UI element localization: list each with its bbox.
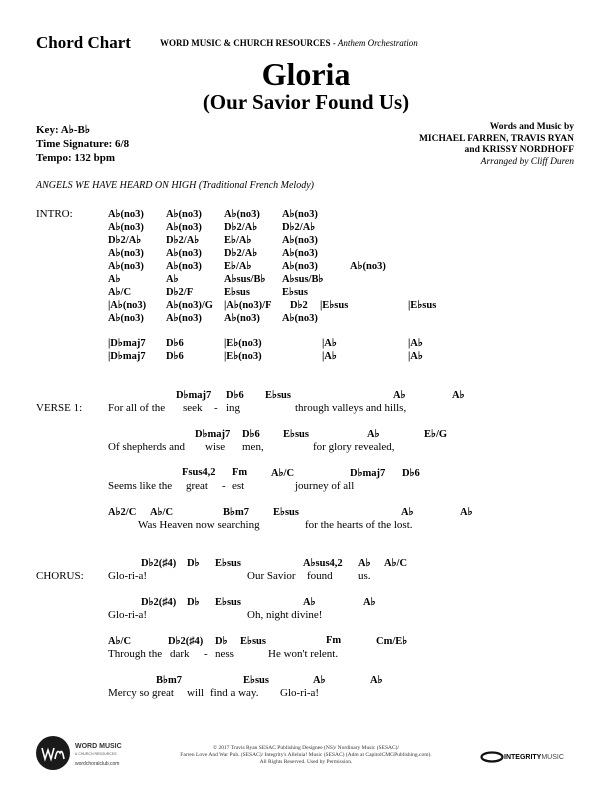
tempo-label: Tempo: 132 bpm <box>36 152 116 164</box>
chord-symbol: D♭ <box>187 558 200 569</box>
intro-chord: A♭(no3) <box>282 248 318 259</box>
chord-symbol: A♭ <box>460 507 473 518</box>
word-music-sub: & CHURCH RESOURCES <box>75 752 117 756</box>
intro-chord: A♭(no3)/G <box>166 300 213 311</box>
lyric-text: for the hearts of the lost. <box>305 519 413 531</box>
chord-symbol: A♭/C <box>108 636 132 647</box>
intro-chord: A♭(no3) <box>282 235 318 246</box>
lyric-text: for glory revealed, <box>313 441 395 453</box>
lyric-text: - <box>204 648 208 660</box>
intro-chord: |A♭(no3)/F <box>224 300 272 311</box>
lyric-text: Our Savior <box>247 570 296 582</box>
word-music-name: WORD MUSIC <box>75 743 122 750</box>
lyric-text: find a way. <box>210 687 259 699</box>
intro-tag-chord: D♭6 <box>166 338 184 349</box>
intro-chord: D♭2/A♭ <box>224 222 258 233</box>
copyright-line-1: © 2017 Travis Ryan SESAC Publishing Designee (NS)/ Nordinary Music (SESAC)/ <box>212 745 400 751</box>
chord-symbol: Fm <box>326 635 342 646</box>
lyric-text: Glo-ri-a! <box>108 609 148 621</box>
intro-chord: D♭2/A♭ <box>108 235 142 246</box>
intro-chord: |E♭sus <box>408 300 437 311</box>
chord-symbol: A♭/C <box>384 558 408 569</box>
doc-type-label: Chord Chart <box>36 33 131 52</box>
intro-chord: E♭sus <box>282 287 308 298</box>
intro-chord: A♭(no3) <box>166 209 202 220</box>
melody-note: ANGELS WE HAVE HEARD ON HIGH (Traditional French Melody) <box>36 180 314 191</box>
intro-chord: A♭(no3) <box>108 313 144 324</box>
lyric-text: ness <box>215 648 234 660</box>
intro-tag-chord: |E♭(no3) <box>224 338 262 349</box>
publisher-line <box>160 38 418 48</box>
chord-symbol: B♭m7 <box>156 675 182 686</box>
intro-chord: |E♭sus <box>320 300 349 311</box>
lyric-text: ing <box>226 402 241 414</box>
integrity-music-logo <box>480 748 564 766</box>
lyric-text: Oh, night divine! <box>247 609 323 621</box>
intro-chord: A♭(no3) <box>282 261 318 272</box>
copyright-line-2: Farren Love And War Pub. (SESAC)/ Integrity's Alleluia! Music (SESAC) (Adm at CapitolCMGPublishing.com). <box>180 752 432 758</box>
intro-chord: D♭2 <box>290 300 308 311</box>
chord-symbol: A♭ <box>393 390 406 401</box>
chord-symbol: D♭2(♯4) <box>141 597 177 608</box>
intro-tag-chord: D♭6 <box>166 351 184 362</box>
publisher-name: WORD MUSIC & CHURCH RESOURCES <box>160 38 331 48</box>
chord-symbol: A♭ <box>367 429 380 440</box>
verse-label: VERSE 1: <box>36 402 83 414</box>
intro-tag-chord: |A♭ <box>408 338 423 349</box>
lyric-text: men, <box>242 441 264 453</box>
intro-chord: A♭sus/B♭ <box>282 274 324 285</box>
intro-chord: A♭(no3) <box>108 209 144 220</box>
chord-symbol: A♭ <box>370 675 383 686</box>
chord-symbol: E♭sus <box>283 429 309 440</box>
intro-chord: A♭ <box>108 274 121 285</box>
lyric-text: Through the <box>108 648 163 660</box>
chord-symbol: A♭ <box>452 390 465 401</box>
song-subtitle: (Our Savior Found Us) <box>202 90 410 114</box>
intro-label: INTRO: <box>36 208 73 220</box>
chord-symbol: D♭ <box>215 636 228 647</box>
lyric-text: est <box>232 480 245 492</box>
lyric-text: seek <box>183 402 203 414</box>
intro-chord: A♭ <box>166 274 179 285</box>
chord-symbol: A♭2/C <box>108 507 137 518</box>
lyric-text: - <box>214 402 218 414</box>
intro-chord: A♭(no3) <box>166 222 202 233</box>
lyric-text: found <box>307 570 333 582</box>
chord-symbol: E♭sus <box>243 675 269 686</box>
intro-tag-chord: |D♭maj7 <box>108 338 146 349</box>
integrity-light: MUSIC <box>541 753 564 761</box>
lyric-text: Seems like the <box>108 480 173 492</box>
intro-chord: A♭/C <box>108 287 132 298</box>
intro-chord: D♭2/A♭ <box>224 248 258 259</box>
intro-chord: E♭/A♭ <box>224 235 252 246</box>
chord-symbol: D♭6 <box>242 429 260 440</box>
intro-chord: A♭(no3) <box>166 261 202 272</box>
chord-symbol: A♭sus4,2 <box>303 558 343 569</box>
intro-chord: A♭(no3) <box>108 261 144 272</box>
chord-symbol: Fsus4,2 <box>182 467 216 478</box>
intro-chord: D♭2/A♭ <box>166 235 200 246</box>
chord-symbol: E♭sus <box>273 507 299 518</box>
intro-chord: A♭(no3) <box>224 209 260 220</box>
lyric-text: great <box>186 480 208 492</box>
chord-symbol: A♭ <box>313 675 326 686</box>
intro-chord: A♭(no3) <box>282 209 318 220</box>
intro-chord: A♭(no3) <box>108 222 144 233</box>
lyric-text: will <box>187 687 205 699</box>
intro-chord: A♭(no3) <box>166 248 202 259</box>
chord-symbol: D♭maj7 <box>350 468 386 479</box>
chord-symbol: A♭ <box>303 597 316 608</box>
integrity-bold: INTEGRITY <box>504 753 542 761</box>
chord-symbol: Cm/E♭ <box>376 636 408 647</box>
intro-chord: A♭(no3) <box>350 261 386 272</box>
chord-symbol: D♭6 <box>226 390 244 401</box>
lyric-text: wise <box>205 441 226 453</box>
chord-symbol: D♭maj7 <box>176 390 212 401</box>
intro-chord: A♭(no3) <box>224 313 260 324</box>
lyric-text: Was Heaven now searching <box>138 519 260 531</box>
chord-symbol: A♭ <box>401 507 414 518</box>
lyric-text: journey of all <box>295 480 355 492</box>
lyric-text: Mercy so great <box>108 687 174 699</box>
intro-tag-chord: |A♭ <box>322 351 337 362</box>
intro-tag-chord: |A♭ <box>408 351 423 362</box>
chord-symbol: D♭6 <box>402 468 420 479</box>
chord-symbol: E♭sus <box>215 597 241 608</box>
lyric-text: - <box>222 480 226 492</box>
integrity-ring-icon <box>480 751 504 763</box>
intro-chord: A♭sus/B♭ <box>224 274 266 285</box>
intro-chord: A♭(no3) <box>108 248 144 259</box>
intro-chord: E♭sus <box>224 287 250 298</box>
chord-symbol: D♭ <box>187 597 200 608</box>
intro-chord: D♭2/F <box>166 287 194 298</box>
word-music-url: wordchoralclub.com <box>75 761 120 767</box>
time-signature-label: Time Signature: 6/8 <box>36 138 130 150</box>
copyright-line-3: All Rights Reserved. Used by Permission. <box>259 759 353 765</box>
lyric-text: dark <box>170 648 190 660</box>
chord-symbol: A♭/C <box>150 507 174 518</box>
lyric-text: He won't relent. <box>268 648 339 660</box>
chord-symbol: E♭sus <box>240 636 266 647</box>
chord-symbol: Fm <box>232 467 248 478</box>
credits-writers-2: and KRISSY NORDHOFF <box>464 145 574 155</box>
intro-chord: D♭2/A♭ <box>282 222 316 233</box>
intro-chord: A♭(no3) <box>282 313 318 324</box>
intro-chord: E♭/A♭ <box>224 261 252 272</box>
credits-writers-1: MICHAEL FARREN, TRAVIS RYAN <box>418 133 574 144</box>
chord-symbol: A♭/C <box>271 468 295 479</box>
chorus-label: CHORUS: <box>36 570 84 582</box>
song-meta <box>36 123 129 165</box>
chord-symbol: D♭2(♯4) <box>141 558 177 569</box>
chord-symbol: B♭m7 <box>223 507 249 518</box>
chord-symbol: E♭sus <box>265 390 291 401</box>
lyric-text: Of shepherds and <box>108 441 185 453</box>
credits-heading: Words and Music by <box>489 122 574 132</box>
lyric-text: For all of the <box>108 402 166 414</box>
song-title: Gloria <box>261 56 351 92</box>
chord-symbol: D♭maj7 <box>195 429 231 440</box>
lyric-text: through valleys and hills, <box>295 402 407 414</box>
lyric-text: Glo-ri-a! <box>280 687 320 699</box>
chord-symbol: A♭ <box>358 558 371 569</box>
arranger: Arranged by Cliff Duren <box>480 156 574 167</box>
chord-symbol: E♭/G <box>424 429 448 440</box>
credits <box>419 122 574 168</box>
intro-tag-chord: |D♭maj7 <box>108 351 146 362</box>
intro-chord: |A♭(no3) <box>108 300 147 311</box>
key-label: Key: A♭-B♭ <box>36 124 91 136</box>
intro-chord: A♭(no3) <box>166 313 202 324</box>
publisher-suffix: - Anthem Orchestration <box>330 38 418 48</box>
lyric-text: Glo-ri-a! <box>108 570 148 582</box>
chord-symbol: A♭ <box>363 597 376 608</box>
chord-symbol: D♭2(♯4) <box>168 636 204 647</box>
intro-tag-chord: |A♭ <box>322 338 337 349</box>
lyric-text: us. <box>358 570 371 582</box>
intro-tag-chord: |E♭(no3) <box>224 351 262 362</box>
chord-symbol: E♭sus <box>215 558 241 569</box>
